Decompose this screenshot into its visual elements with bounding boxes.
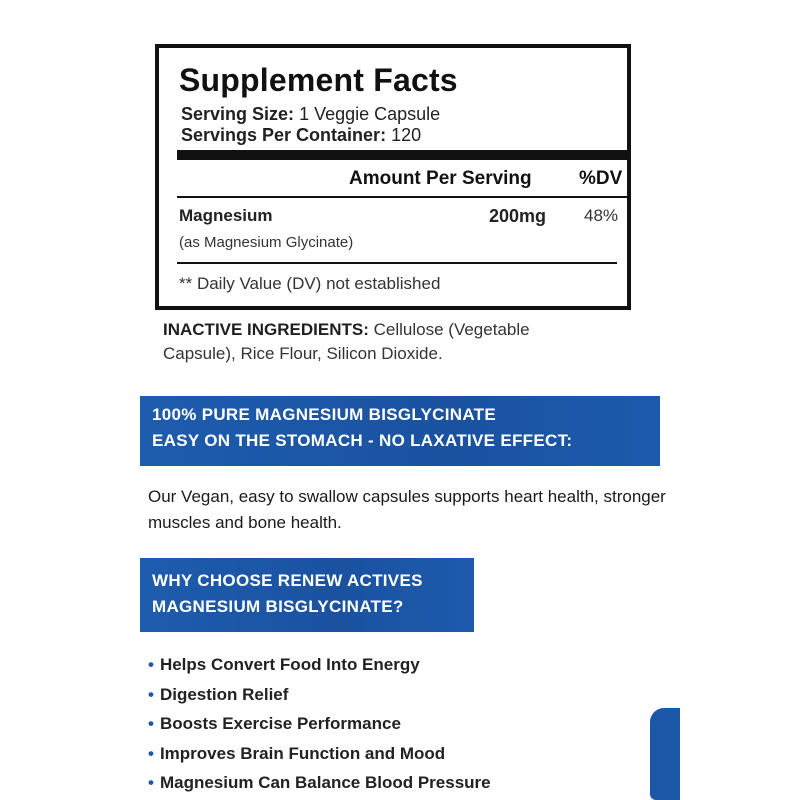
benefit-item: • Magnesium Can Balance Blood Pressure	[148, 773, 491, 792]
benefit-item: • Digestion Relief	[148, 684, 289, 704]
thick-divider	[177, 150, 627, 160]
benefits-list	[148, 652, 491, 800]
nutrient-dv: 48%	[584, 206, 619, 225]
header-divider	[177, 196, 627, 198]
benefit-item: • Improves Brain Function and Mood	[148, 743, 446, 763]
serving-size-value: 1 Veggie Capsule	[299, 104, 441, 124]
inactive-ingredients-label: INACTIVE INGREDIENTS:	[163, 320, 369, 339]
serving-size-label: Serving Size:	[181, 104, 295, 124]
bullet-icon: •	[148, 714, 154, 733]
serving-size-line	[181, 104, 440, 125]
why-choose-line-1: WHY CHOOSE RENEW ACTIVES	[152, 571, 423, 590]
servings-label: Servings Per Container:	[181, 125, 387, 145]
servings-per-container-line	[181, 125, 421, 146]
facts-title: Supplement Facts	[179, 62, 458, 98]
why-choose-line-2: MAGNESIUM BISGLYCINATE?	[152, 597, 404, 616]
purity-banner	[140, 396, 660, 466]
nutrient-source: (as Magnesium Glycinate)	[179, 234, 354, 251]
bullet-icon: •	[148, 655, 154, 674]
why-choose-banner	[140, 558, 474, 632]
inactive-ingredients-text: Cellulose (Vegetable Capsule), Rice Flour, Silicon Dioxide.	[163, 320, 530, 363]
nutrient-name: Magnesium	[179, 206, 273, 225]
supplement-facts-panel	[155, 44, 631, 310]
nutrient-amount: 200mg	[489, 206, 547, 226]
bullet-icon: •	[148, 743, 154, 763]
benefit-item: • Helps Convert Food Into Energy	[148, 655, 420, 674]
bullet-icon: •	[148, 773, 154, 792]
product-description: Our Vegan, easy to swallow capsules supports heart health, stronger muscles and bone health.	[148, 487, 666, 532]
purity-banner-line-2: EASY ON THE STOMACH - NO LAXATIVE EFFECT:	[152, 431, 573, 450]
inactive-ingredients	[163, 318, 603, 366]
bullet-icon: •	[148, 684, 154, 704]
decorative-edge-shape	[650, 708, 680, 800]
dv-footnote: ** Daily Value (DV) not established	[179, 274, 441, 293]
benefit-item: • Boosts Exercise Performance	[148, 714, 401, 733]
amount-per-serving-header: Amount Per Serving	[349, 168, 532, 189]
row-divider	[177, 262, 617, 264]
servings-value: 120	[391, 125, 422, 145]
dv-header: %DV	[579, 168, 623, 189]
purity-banner-line-1: 100% PURE MAGNESIUM BISGLYCINATE	[152, 405, 496, 424]
